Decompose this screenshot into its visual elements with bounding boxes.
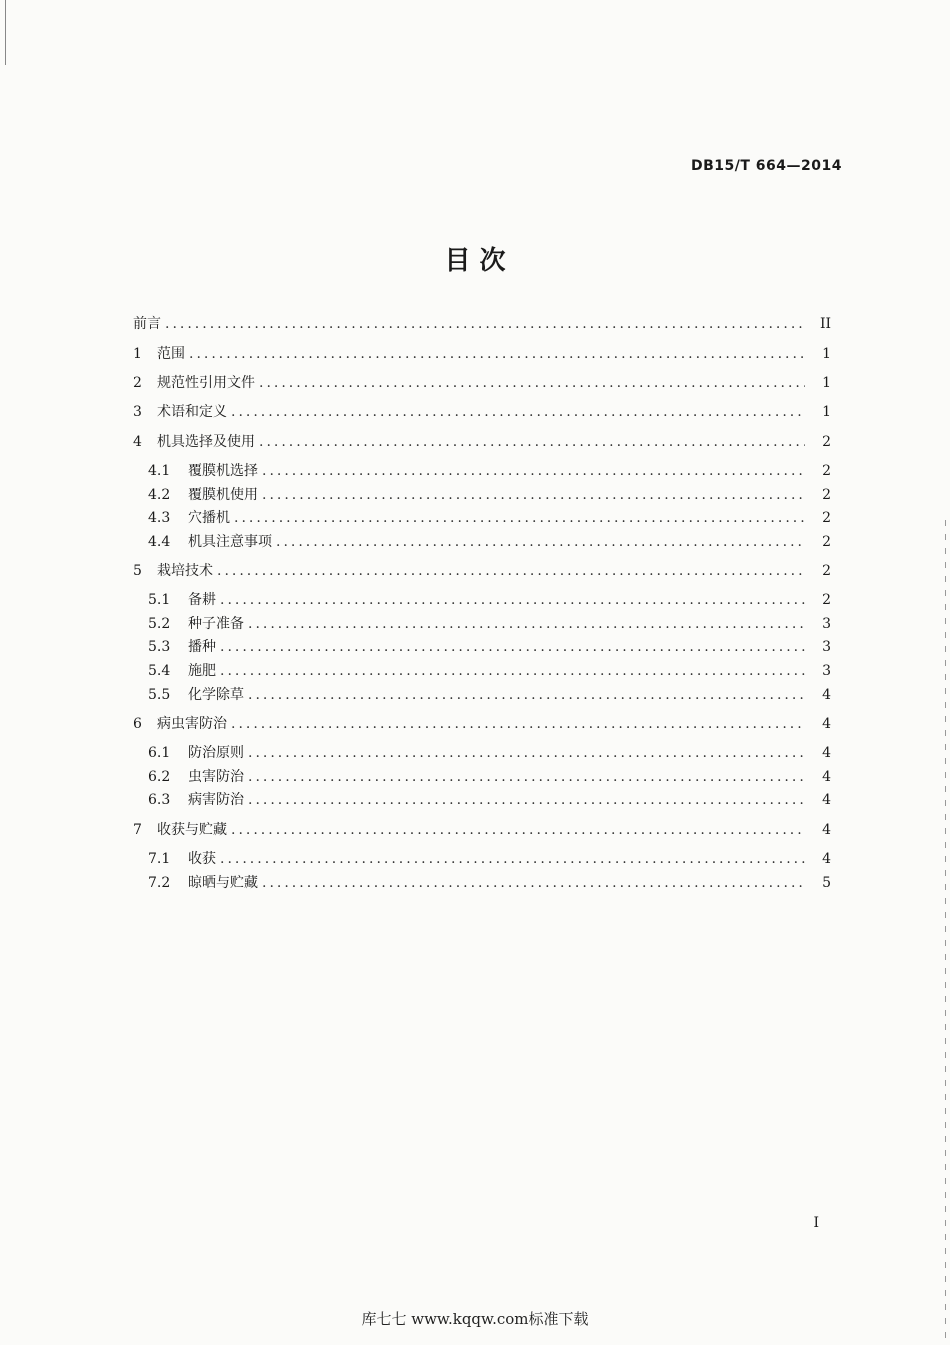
toc-leader-dots <box>220 591 805 609</box>
toc-leader-dots <box>248 686 805 704</box>
toc-entry-page: 3 <box>822 663 831 679</box>
toc-leader-dots <box>262 462 805 480</box>
toc-entry-page: 4 <box>822 716 831 732</box>
toc-leader-dots <box>234 509 805 527</box>
toc-entry[interactable] <box>148 768 831 786</box>
toc-entry-number: 7.2 <box>148 875 171 891</box>
page-number: I <box>813 1215 819 1231</box>
toc-leader-dots <box>220 662 805 680</box>
toc-entry-page: 2 <box>822 592 831 608</box>
toc-entry-label: 备耕 <box>188 592 216 608</box>
toc-entry-number: 5.5 <box>148 687 171 703</box>
scan-edge-right <box>945 520 946 1340</box>
toc-entry-number: 6.3 <box>148 792 171 808</box>
toc-entry-label: 病害防治 <box>188 792 244 808</box>
toc-entry[interactable] <box>148 874 831 892</box>
toc-leader-dots <box>262 486 805 504</box>
toc-entry[interactable] <box>133 433 831 451</box>
toc-entry[interactable] <box>133 821 831 839</box>
toc-entry-number: 3 <box>133 404 142 420</box>
toc-entry[interactable] <box>148 791 831 809</box>
toc-entry-label: 范围 <box>157 346 185 362</box>
toc-entry-page: 1 <box>822 404 831 420</box>
toc-entry[interactable] <box>148 686 831 704</box>
footer-watermark: 库七七 www.kqqw.com标准下载 <box>361 1310 589 1328</box>
toc-entry-page: II <box>819 316 831 332</box>
toc-entry-label: 栽培技术 <box>157 563 213 579</box>
toc-entry-number: 7.1 <box>148 851 171 867</box>
toc-entry-page: 5 <box>822 875 831 891</box>
toc-entry-label: 机具注意事项 <box>188 534 272 550</box>
toc-entry-page: 4 <box>822 792 831 808</box>
toc-entry[interactable] <box>148 509 831 527</box>
toc-leader-dots <box>248 744 805 762</box>
toc-entry-label: 机具选择及使用 <box>157 434 255 450</box>
toc-entry[interactable] <box>148 850 831 868</box>
toc-entry-number: 6.2 <box>148 769 171 785</box>
toc-entry[interactable] <box>148 591 831 609</box>
toc-entry-page: 4 <box>822 822 831 838</box>
toc-entry-label: 防治原则 <box>188 745 244 761</box>
toc-entry-number: 1 <box>133 346 142 362</box>
toc-entry[interactable] <box>133 715 831 733</box>
page-title: 目 次 <box>444 246 506 276</box>
toc-leader-dots <box>231 715 805 733</box>
toc-leader-dots <box>189 345 805 363</box>
toc-entry-number: 4.3 <box>148 510 171 526</box>
toc-leader-dots <box>248 768 805 786</box>
toc-entry-page: 2 <box>822 510 831 526</box>
toc-leader-dots <box>220 850 805 868</box>
toc-entry-label: 虫害防治 <box>188 769 244 785</box>
toc-entry[interactable] <box>148 638 831 656</box>
toc-entry[interactable] <box>148 486 831 504</box>
toc-entry[interactable] <box>148 744 831 762</box>
toc-entry[interactable] <box>133 562 831 580</box>
toc-entry-label: 施肥 <box>188 663 216 679</box>
toc-entry-number: 6 <box>133 716 142 732</box>
toc-leader-dots <box>248 615 805 633</box>
toc-entry-label: 播种 <box>188 639 216 655</box>
toc-entry-page: 3 <box>822 639 831 655</box>
toc-entry-number: 5.1 <box>148 592 171 608</box>
toc-entry-page: 2 <box>822 563 831 579</box>
toc-leader-dots <box>220 638 805 656</box>
toc-entry-label: 穴播机 <box>188 510 230 526</box>
toc-entry-label: 规范性引用文件 <box>157 375 255 391</box>
toc-entry-page: 4 <box>822 745 831 761</box>
toc-entry[interactable] <box>133 315 831 333</box>
toc-entry-label: 病虫害防治 <box>157 716 227 732</box>
toc-entry-label: 收获 <box>188 851 216 867</box>
toc-entry-page: 2 <box>822 434 831 450</box>
toc-entry[interactable] <box>148 533 831 551</box>
toc-entry-label: 术语和定义 <box>157 404 227 420</box>
toc-entry-label: 收获与贮藏 <box>157 822 227 838</box>
toc-leader-dots <box>231 821 805 839</box>
toc-entry-label: 种子准备 <box>188 616 244 632</box>
toc-entry[interactable] <box>133 345 831 363</box>
toc-entry-number: 5.2 <box>148 616 171 632</box>
toc-entry-page: 4 <box>822 851 831 867</box>
toc-entry[interactable] <box>133 403 831 421</box>
toc-entry-number: 4.4 <box>148 534 171 550</box>
toc-entry[interactable] <box>148 615 831 633</box>
toc-entry-page: 3 <box>822 616 831 632</box>
toc-leader-dots <box>248 791 805 809</box>
toc-entry-page: 1 <box>822 346 831 362</box>
toc-entry-page: 2 <box>822 534 831 550</box>
toc-entry-page: 4 <box>822 769 831 785</box>
toc-entry[interactable] <box>148 462 831 480</box>
toc-leader-dots <box>165 315 805 333</box>
toc-entry-number: 7 <box>133 822 142 838</box>
toc-leader-dots <box>259 433 805 451</box>
toc-entry-number: 5.3 <box>148 639 171 655</box>
toc-leader-dots <box>276 533 805 551</box>
toc-entry-page: 2 <box>822 487 831 503</box>
toc-entry-page: 4 <box>822 687 831 703</box>
toc-entry-number: 5.4 <box>148 663 171 679</box>
standard-number: DB15/T 664—2014 <box>691 158 842 174</box>
toc-leader-dots <box>217 562 805 580</box>
toc-entry-label: 覆膜机使用 <box>188 487 258 503</box>
toc-entry-label: 晾晒与贮藏 <box>188 875 258 891</box>
toc-entry-page: 2 <box>822 463 831 479</box>
toc-entry-number: 2 <box>133 375 142 391</box>
toc-entry-number: 5 <box>133 563 142 579</box>
toc-entry-label: 覆膜机选择 <box>188 463 258 479</box>
toc-entry-number: 4 <box>133 434 142 450</box>
toc-leader-dots <box>231 403 805 421</box>
toc-entry-number: 6.1 <box>148 745 171 761</box>
toc-entry[interactable] <box>133 374 831 392</box>
toc-leader-dots <box>259 374 805 392</box>
toc-entry-label: 化学除草 <box>188 687 244 703</box>
toc-entry-number: 4.2 <box>148 487 171 503</box>
toc-entry-page: 1 <box>822 375 831 391</box>
scan-edge-left <box>5 0 6 65</box>
toc-entry-number: 4.1 <box>148 463 171 479</box>
toc-entry[interactable] <box>148 662 831 680</box>
toc-entry-label: 前言 <box>133 316 161 332</box>
toc-leader-dots <box>262 874 805 892</box>
